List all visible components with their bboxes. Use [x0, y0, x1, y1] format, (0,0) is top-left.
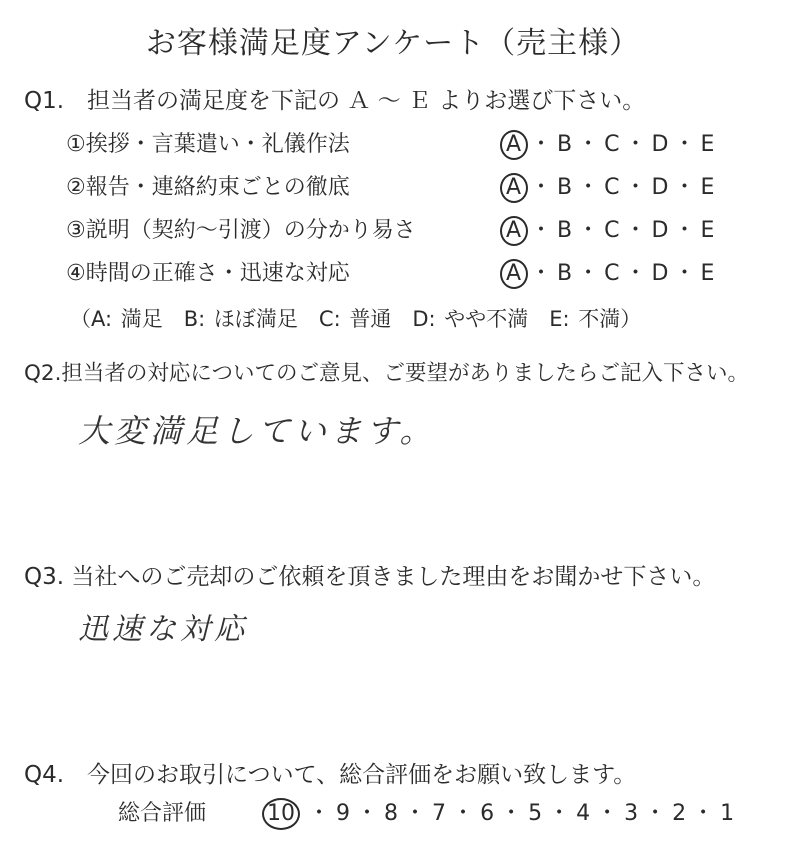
- rating-separator: ・: [577, 218, 601, 243]
- rating-separator: ・: [530, 218, 554, 243]
- score-option-10-selected[interactable]: 10: [262, 798, 300, 830]
- rating-option-e[interactable]: E: [700, 261, 716, 286]
- rating-option-b[interactable]: B: [557, 132, 574, 157]
- score-option-4[interactable]: 4: [576, 801, 591, 826]
- q2-handwritten-answer: 大変満足しています。: [78, 412, 436, 450]
- question-4: Q4. 今回のお取引について、総合評価をお願い致します。: [24, 762, 637, 788]
- rating-option-a-selected[interactable]: A: [500, 259, 528, 289]
- q1-item-reporting: ②報告・連絡約束ごとの徹底: [66, 175, 350, 200]
- rating-separator: ・: [624, 218, 648, 243]
- rating-option-e[interactable]: E: [700, 175, 716, 200]
- rating-option-d[interactable]: D: [651, 132, 670, 157]
- question-2: Q2.担当者の対応についてのご意見、ご要望がありましたらご記入下さい。: [24, 361, 750, 386]
- score-option-1[interactable]: 1: [720, 801, 735, 826]
- question-1: Q1. 担当者の満足度を下記の Ａ ～ Ｅ よりお選び下さい。: [24, 88, 646, 114]
- rating-option-b[interactable]: B: [557, 175, 574, 200]
- rating-separator: ・: [577, 132, 601, 157]
- score-option-7[interactable]: 7: [432, 801, 447, 826]
- rating-option-c[interactable]: C: [604, 261, 621, 286]
- rating-option-c[interactable]: C: [604, 175, 621, 200]
- rating-option-a-selected[interactable]: A: [500, 173, 528, 203]
- score-separator: ・: [404, 801, 427, 826]
- rating-separator: ・: [624, 261, 648, 286]
- rating-separator: ・: [577, 261, 601, 286]
- question-3: Q3. 当社へのご売却のご依頼を頂きました理由をお聞かせ下さい。: [24, 564, 716, 590]
- q1-rating-row-4[interactable]: [504, 256, 715, 289]
- q1-item-explanation: ③説明（契約～引渡）の分かり易さ: [66, 218, 416, 243]
- rating-option-a-selected[interactable]: A: [500, 130, 528, 160]
- overall-rating-label: 総合評価: [118, 801, 207, 826]
- rating-option-d[interactable]: D: [651, 175, 670, 200]
- score-separator: ・: [308, 801, 331, 826]
- score-option-3[interactable]: 3: [624, 801, 639, 826]
- score-separator: ・: [644, 801, 667, 826]
- score-option-6[interactable]: 6: [480, 801, 495, 826]
- rating-option-a-selected[interactable]: A: [500, 216, 528, 246]
- q1-legend: （A: 満足 B: ほぼ満足 C: 普通 D: やや不満 E: 不満）: [70, 307, 642, 331]
- rating-option-b[interactable]: B: [557, 261, 574, 286]
- rating-separator: ・: [530, 175, 554, 200]
- rating-separator: ・: [673, 132, 697, 157]
- q1-item-greeting: ①挨拶・言葉遣い・礼儀作法: [66, 132, 350, 157]
- q1-item-timeliness: ④時間の正確さ・迅速な対応: [66, 261, 350, 286]
- rating-separator: ・: [673, 218, 697, 243]
- rating-option-b[interactable]: B: [557, 218, 574, 243]
- q1-rating-row-1[interactable]: [504, 127, 715, 160]
- rating-option-c[interactable]: C: [604, 218, 621, 243]
- overall-score-scale[interactable]: [262, 796, 734, 830]
- score-separator: ・: [692, 801, 715, 826]
- score-option-9[interactable]: 9: [336, 801, 351, 826]
- q3-handwritten-answer: 迅速な対応: [78, 612, 248, 647]
- score-option-8[interactable]: 8: [384, 801, 399, 826]
- rating-option-d[interactable]: D: [651, 218, 670, 243]
- rating-separator: ・: [673, 261, 697, 286]
- score-separator: ・: [596, 801, 619, 826]
- score-separator: ・: [356, 801, 379, 826]
- q1-rating-row-2[interactable]: [504, 170, 715, 203]
- rating-option-d[interactable]: D: [651, 261, 670, 286]
- score-separator: ・: [452, 801, 475, 826]
- rating-option-e[interactable]: E: [700, 132, 716, 157]
- score-separator: ・: [500, 801, 523, 826]
- score-option-5[interactable]: 5: [528, 801, 543, 826]
- rating-separator: ・: [577, 175, 601, 200]
- rating-separator: ・: [624, 132, 648, 157]
- rating-separator: ・: [530, 261, 554, 286]
- q1-rating-row-3[interactable]: [504, 213, 715, 246]
- rating-option-c[interactable]: C: [604, 132, 621, 157]
- rating-option-e[interactable]: E: [700, 218, 716, 243]
- survey-title: お客様満足度アンケート（売主様）: [145, 26, 641, 61]
- rating-separator: ・: [530, 132, 554, 157]
- rating-separator: ・: [624, 175, 648, 200]
- score-separator: ・: [548, 801, 571, 826]
- score-option-2[interactable]: 2: [672, 801, 687, 826]
- rating-separator: ・: [673, 175, 697, 200]
